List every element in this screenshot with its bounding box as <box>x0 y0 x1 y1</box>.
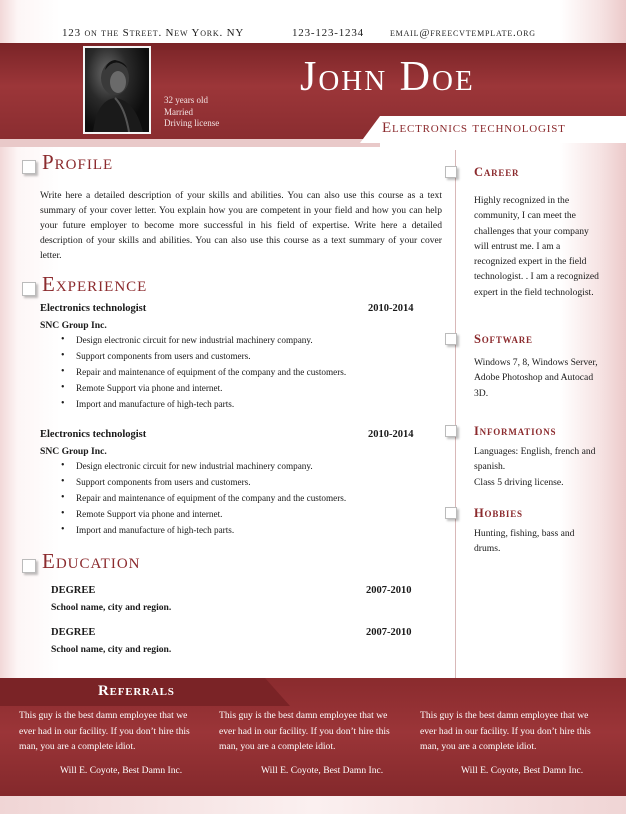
edu-2-school: School name, city and region. <box>51 644 172 655</box>
edu-1-school: School name, city and region. <box>51 602 172 613</box>
checkbox-icon <box>22 282 36 296</box>
referral-1-text: This guy is the best damn employee that we ever had in our facility. If you don’t hire this man, you are a complete idiot. <box>19 710 190 752</box>
experience-title: Experience <box>42 272 148 296</box>
checkbox-icon <box>445 166 457 178</box>
list-item: • Support components from users and customers. <box>76 474 346 490</box>
job-title: Electronics technologist <box>382 120 566 136</box>
checkbox-icon <box>22 160 36 174</box>
column-divider <box>455 150 456 690</box>
header-accent-strip <box>0 139 380 147</box>
profile-title: Profile <box>42 150 114 174</box>
languages-text: Languages: English, french and spanish. <box>474 446 596 473</box>
profile-text: Write here a detailed description of your skills and abilities. You can also use this course as a text summary of your cover letter. You explain how you are competent in your field and how you can help your future employer to become more successful in his field of expertise. Write here a detailed description of your skills and abilities. You can also use this course as a text summary of your cover letter. <box>40 190 442 261</box>
list-item: • Import and manufacture of high-tech parts. <box>76 522 346 538</box>
checkbox-icon <box>445 333 457 345</box>
list-item: • Remote Support via phone and internet. <box>76 380 346 396</box>
referral-2-text: This guy is the best damn employee that we ever had in our facility. If you don’t hire this man, you are a complete idiot. <box>219 710 390 752</box>
informations-text <box>474 444 599 490</box>
edu-1-degree: DEGREE <box>51 585 96 596</box>
referral-2-signature: Will E. Coyote, Best Damn Inc. <box>261 765 384 776</box>
personal-age: 32 years old <box>164 95 208 105</box>
job-1-company: SNC Group Inc. <box>40 320 107 331</box>
referral-3-text: This guy is the best damn employee that we ever had in our facility. If you don’t hire this man, you are a complete idiot. <box>420 710 591 752</box>
contact-bar <box>0 27 626 43</box>
checkbox-icon <box>445 507 457 519</box>
license-text: Class 5 driving license. <box>474 476 564 488</box>
job-2-title: Electronics technologist <box>40 429 147 440</box>
checkbox-icon <box>22 559 36 573</box>
profile-photo <box>83 46 151 134</box>
full-name: John Doe <box>300 54 475 100</box>
checkbox-icon <box>445 425 457 437</box>
edu-2-years: 2007-2010 <box>366 627 412 638</box>
software-text: Windows 7, 8, Windows Server, Adobe Photoshop and Autocad 3D. <box>474 357 598 399</box>
list-item: • Repair and maintenance of equipment of the company and the customers. <box>76 364 346 380</box>
edu-1-years: 2007-2010 <box>366 585 412 596</box>
job-1-title: Electronics technologist <box>40 303 147 314</box>
referral-1-signature: Will E. Coyote, Best Damn Inc. <box>60 765 183 776</box>
personal-license: Driving license <box>164 118 220 128</box>
job-1-years: 2010-2014 <box>368 303 414 314</box>
software-title: Software <box>474 332 533 346</box>
footer-bottom-strip <box>0 796 626 814</box>
contact-phone: 123-123-1234 <box>292 27 364 39</box>
edu-2-degree: DEGREE <box>51 627 96 638</box>
list-item: • Support components from users and customers. <box>76 348 346 364</box>
contact-email: email@freecvtemplate.org <box>390 27 536 39</box>
contact-address: 123 on the Street. New York. NY <box>62 27 245 39</box>
career-title: Career <box>474 165 520 179</box>
job-2-years: 2010-2014 <box>368 429 414 440</box>
hobbies-text: Hunting, fishing, bass and drums. <box>474 528 575 555</box>
personal-marital: Married <box>164 106 193 117</box>
job-1-bullets <box>76 332 346 412</box>
list-item: • Repair and maintenance of equipment of the company and the customers. <box>76 490 346 506</box>
list-item: • Import and manufacture of high-tech parts. <box>76 396 346 412</box>
hobbies-title: Hobbies <box>474 506 523 520</box>
personal-info <box>164 95 219 130</box>
referral-3-signature: Will E. Coyote, Best Damn Inc. <box>461 765 584 776</box>
informations-title: Informations <box>474 424 557 438</box>
referrals-title: Referrals <box>98 683 175 699</box>
job-2-company: SNC Group Inc. <box>40 446 107 457</box>
list-item: • Remote Support via phone and internet. <box>76 506 346 522</box>
education-title: Education <box>42 549 141 573</box>
list-item: • Design electronic circuit for new industrial machinery company. <box>76 332 346 348</box>
career-text: Highly recognized in the community, I can meet the challenges that your company will entrust me. I am a recognized expert in the field technologist. . I am a recognized expert in the field technologist. <box>474 195 599 298</box>
list-item: • Design electronic circuit for new industrial machinery company. <box>76 458 346 474</box>
job-2-bullets <box>76 458 346 538</box>
